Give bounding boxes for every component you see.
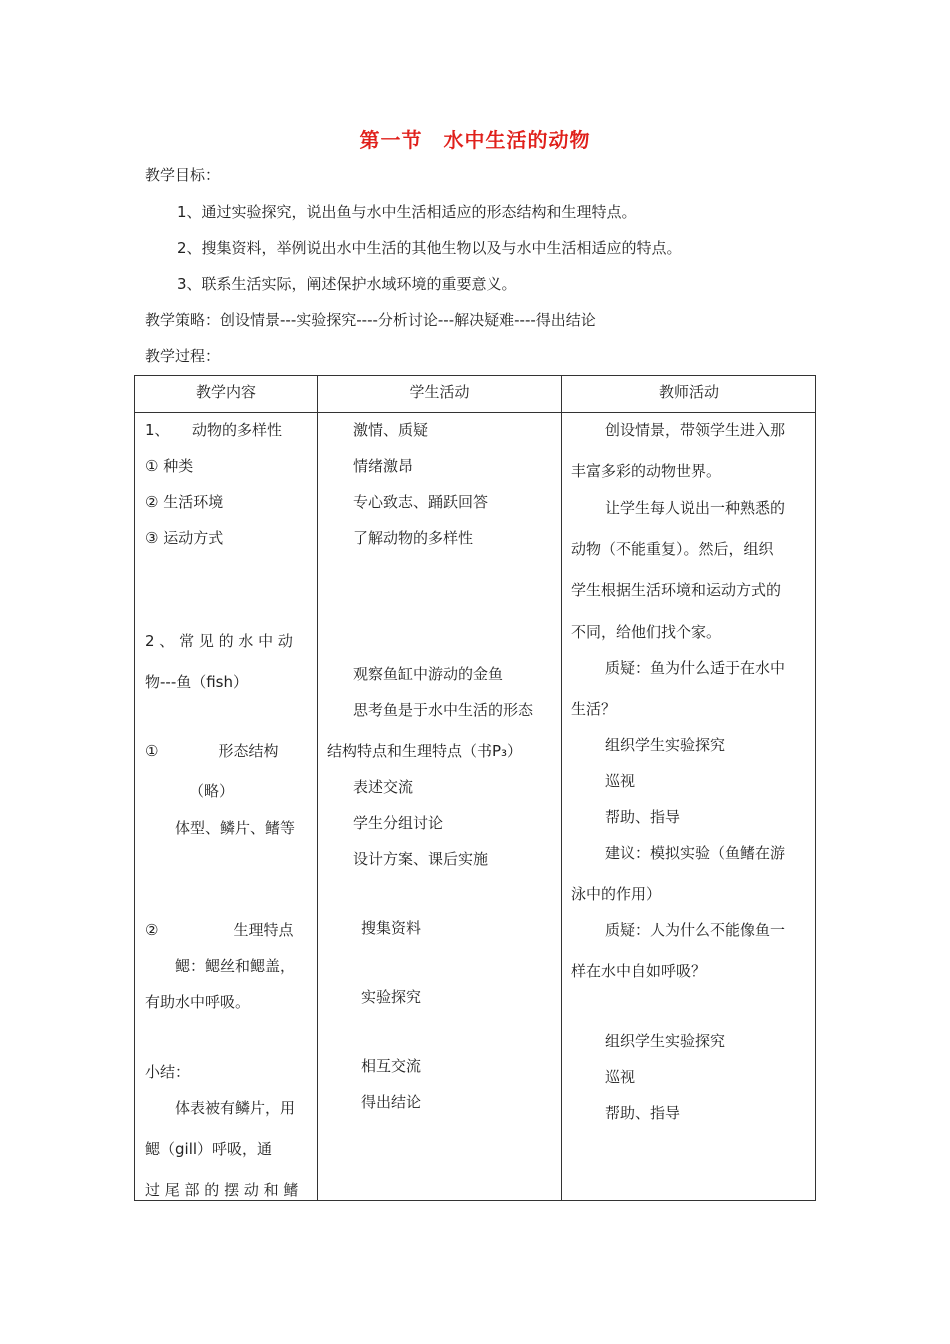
teacher-line: 丰富多彩的动物世界。	[571, 462, 722, 480]
teacher-line: 组织学生实验探究	[605, 1032, 726, 1050]
objectives-heading: 教学目标：	[145, 166, 221, 184]
objective-item: 3、联系生活实际，阐述保护水域环境的重要意义。	[177, 275, 517, 293]
column-divider	[561, 376, 562, 1200]
content-line: 鳃（gill）呼吸，通	[145, 1140, 273, 1158]
teacher-line: 帮助、指导	[605, 808, 681, 826]
teacher-column	[571, 376, 811, 1200]
page-title: 第一节 水中生活的动物	[359, 128, 591, 152]
content-line: 体型、鳞片、鳍等	[175, 819, 296, 837]
student-line: 得出结论	[361, 1093, 422, 1111]
teacher-line: 巡视	[605, 1068, 636, 1086]
content-line: ① 形态结构	[145, 742, 279, 760]
teacher-line: 生活？	[571, 700, 617, 718]
teacher-line: 创设情景，带领学生进入那	[605, 421, 786, 439]
teacher-line: 样在水中自如呼吸？	[571, 962, 707, 980]
content-line: ③ 运动方式	[145, 529, 224, 547]
student-line: 情绪激昂	[353, 457, 414, 475]
teacher-line: 动物（不能重复）。然后，组织	[571, 540, 774, 558]
content-line: ② 生活环境	[145, 493, 224, 511]
teacher-line: 泳中的作用）	[571, 885, 662, 903]
student-line: 观察鱼缸中游动的金鱼	[353, 665, 504, 683]
teacher-line: 组织学生实验探究	[605, 736, 726, 754]
student-line: 专心致志、踊跃回答	[353, 493, 489, 511]
teacher-line: 帮助、指导	[605, 1104, 681, 1122]
teacher-line: 不同，给他们找个家。	[571, 623, 722, 641]
student-column	[327, 376, 559, 1200]
header-content: 教学内容	[195, 383, 256, 401]
content-line: （略）	[189, 782, 235, 800]
student-line: 激情、质疑	[353, 421, 429, 439]
student-line: 了解动物的多样性	[353, 529, 474, 547]
content-line: 小结：	[145, 1063, 191, 1081]
teacher-line: 质疑：人为什么不能像鱼一	[605, 921, 786, 939]
teacher-line: 质疑：鱼为什么适于在水中	[605, 659, 786, 677]
header-student: 学生活动	[409, 383, 470, 401]
student-line: 学生分组讨论	[353, 814, 444, 832]
objective-item: 2、搜集资料，举例说出水中生活的其他生物以及与水中生活相适应的特点。	[177, 239, 682, 257]
content-line: 物---鱼（fish）	[145, 673, 249, 691]
strategy-text: 教学策略：创设情景---实验探究----分析讨论---解决疑难----得出结论	[145, 311, 596, 329]
student-line: 相互交流	[361, 1057, 422, 1075]
content-line: 2 、 常 见 的 水 中 动	[145, 632, 293, 650]
content-column	[145, 376, 315, 1200]
teacher-line: 让学生每人说出一种熟悉的	[605, 499, 786, 517]
student-line: 搜集资料	[361, 919, 422, 937]
student-line: 实验探究	[361, 988, 422, 1006]
content-line: 鳃：鳃丝和鳃盖，	[175, 957, 296, 975]
student-line: 表述交流	[353, 778, 414, 796]
content-line: 过 尾 部 的 摆 动 和 鳍	[145, 1181, 299, 1199]
teacher-line: 建议：模拟实验（鱼鳍在游	[605, 844, 786, 862]
student-line: 结构特点和生理特点（书P₃）	[327, 742, 523, 760]
content-line: ② 生理特点	[145, 921, 294, 939]
process-heading: 教学过程：	[145, 347, 221, 365]
student-line: 思考鱼是于水中生活的形态	[353, 701, 534, 719]
header-teacher: 教师活动	[658, 383, 719, 401]
content-line: 有助水中呼吸。	[145, 993, 251, 1011]
column-divider	[317, 376, 318, 1200]
content-line: 1、 动物的多样性	[145, 421, 283, 439]
teacher-line: 巡视	[605, 772, 636, 790]
teacher-line: 学生根据生活环境和运动方式的	[571, 581, 782, 599]
content-line: ① 种类	[145, 457, 194, 475]
student-line: 设计方案、课后实施	[353, 850, 489, 868]
lesson-table	[134, 375, 816, 1201]
content-line: 体表被有鳞片，用	[175, 1099, 296, 1117]
objective-item: 1、通过实验探究，说出鱼与水中生活相适应的形态结构和生理特点。	[177, 203, 637, 221]
